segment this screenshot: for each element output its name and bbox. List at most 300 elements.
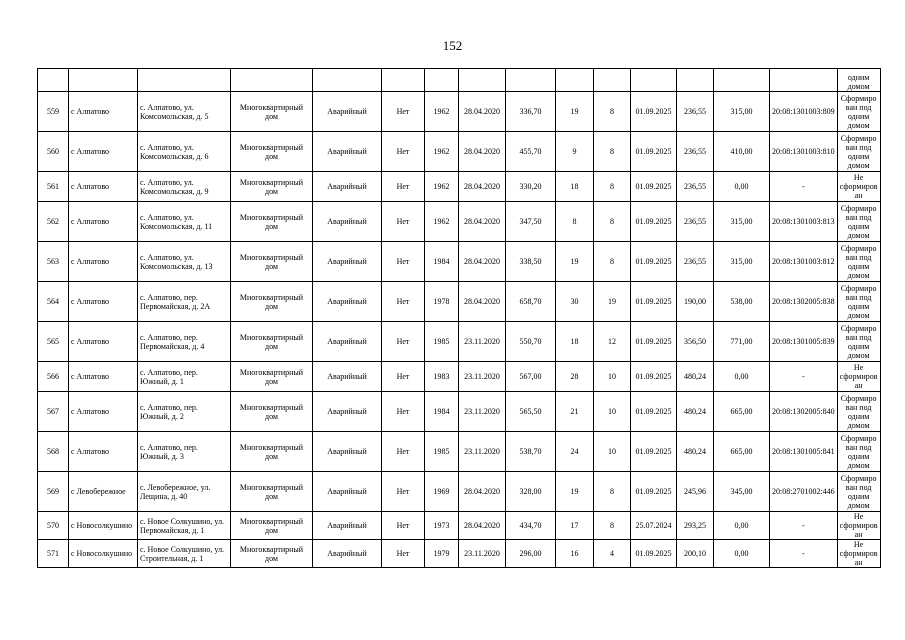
- cell-house-type: [231, 362, 313, 392]
- house-type-text: Многоквартирный дом: [239, 142, 304, 161]
- cell-house-type: [231, 512, 313, 540]
- cell-settlement: [69, 172, 138, 202]
- cell-flag: [382, 172, 425, 202]
- deadline-text: 01.09.2025: [635, 107, 672, 116]
- area-text: 347,50: [519, 217, 542, 226]
- cell-date-recognized: [459, 202, 506, 242]
- settlement-text: с Алпатово: [71, 372, 110, 381]
- cell-price: [677, 132, 714, 172]
- deadline-text: 01.09.2025: [635, 217, 672, 226]
- date-recognized-text: 23.11.2020: [464, 337, 500, 346]
- sum-text: 771,00: [730, 337, 753, 346]
- cell-year: [425, 202, 459, 242]
- year-text: 1962: [433, 182, 450, 191]
- row-number-text: 559: [47, 107, 59, 116]
- row-number-text: 570: [47, 521, 59, 530]
- cell-deadline: [631, 172, 677, 202]
- cell-apartments: [594, 392, 631, 432]
- deadline-text: 25.07.2024: [635, 521, 672, 530]
- residents-text: 19: [570, 487, 579, 496]
- cell-status: [313, 132, 382, 172]
- cell-flag: [382, 202, 425, 242]
- residents-text: 17: [570, 521, 579, 530]
- status-text: Аварийный: [327, 217, 367, 226]
- status-text: Аварийный: [327, 182, 367, 191]
- cell-year: [425, 242, 459, 282]
- year-text: 1973: [433, 521, 450, 530]
- cell-apartments: [594, 242, 631, 282]
- settlement-text: с Алпатово: [71, 182, 110, 191]
- cell-empty: [38, 69, 69, 92]
- cell-cadastral: [770, 132, 838, 172]
- house-type-text: Многоквартирный дом: [239, 332, 304, 351]
- deadline-text: 01.09.2025: [635, 182, 672, 191]
- address-text: с. Левобережное, ул. Лещина, д. 40: [140, 482, 211, 501]
- cell-price: [677, 362, 714, 392]
- year-text: 1969: [433, 487, 450, 496]
- cell-status: [313, 322, 382, 362]
- cell-address: [138, 432, 231, 472]
- cell-price: [677, 512, 714, 540]
- cell-status: [313, 540, 382, 568]
- house-type-text: Многоквартирный дом: [239, 544, 304, 563]
- cell-apartments: [594, 202, 631, 242]
- cell-price: [677, 172, 714, 202]
- table-row: [38, 322, 881, 362]
- apartments-text: 8: [610, 487, 614, 496]
- cell-sum: [714, 242, 770, 282]
- residents-text: 18: [570, 182, 579, 191]
- cell-house-type: [231, 172, 313, 202]
- settlement-text: с Алпатово: [71, 447, 110, 456]
- year-text: 1962: [433, 217, 450, 226]
- formation-text: Сформиро ван под одним домом: [840, 93, 877, 130]
- cell-status: [313, 472, 382, 512]
- page-number: 152: [442, 38, 463, 53]
- cell-cadastral: [770, 322, 838, 362]
- cell-residents: [556, 92, 594, 132]
- cell-area: [506, 92, 556, 132]
- area-text: 565,50: [519, 407, 542, 416]
- apartments-text: 10: [608, 407, 616, 416]
- cadastral-text: 20:08:1301003:813: [772, 217, 835, 226]
- formation-text: Не сформиров ан: [839, 173, 878, 200]
- cell-residents: [556, 282, 594, 322]
- settlement-text: с Алпатово: [71, 147, 110, 156]
- cell-sum: [714, 472, 770, 512]
- cell-address: [138, 202, 231, 242]
- flag-text: Нет: [396, 297, 410, 306]
- cell-area: [506, 512, 556, 540]
- price-text: 293,25: [684, 521, 706, 530]
- cadastral-text: 20:08:1302005:840: [772, 407, 835, 416]
- cell-address: [138, 512, 231, 540]
- apartments-text: 8: [610, 107, 614, 116]
- house-type-text: Многоквартирный дом: [239, 102, 304, 121]
- cell-year: [425, 282, 459, 322]
- deadline-text: 01.09.2025: [635, 487, 672, 496]
- cell-area: [506, 282, 556, 322]
- cadastral-text: 20:08:1301003:809: [772, 107, 835, 116]
- cell-date-recognized: [459, 242, 506, 282]
- flag-text: Нет: [396, 487, 410, 496]
- year-text: 1979: [433, 549, 450, 558]
- sum-text: 538,00: [730, 297, 753, 306]
- cell-house-type: [231, 242, 313, 282]
- cell-flag: [382, 512, 425, 540]
- formation-text: Сформиро ван под одним домом: [840, 283, 877, 320]
- formation-text: Не сформиров ан: [839, 540, 878, 567]
- cell-settlement: [69, 512, 138, 540]
- cell-empty: [677, 69, 714, 92]
- price-text: 480,24: [684, 372, 706, 381]
- cadastral-text: 20:08:1301005:839: [772, 337, 835, 346]
- cell-settlement: [69, 540, 138, 568]
- cell-house-type: [231, 282, 313, 322]
- house-type-text: Многоквартирный дом: [239, 252, 304, 271]
- cell-house-type: [231, 132, 313, 172]
- cell-status: [313, 512, 382, 540]
- cell-house-type: [231, 472, 313, 512]
- flag-text: Нет: [396, 147, 410, 156]
- cell-flag: [382, 392, 425, 432]
- area-text: 328,00: [519, 487, 542, 496]
- cell-settlement: [69, 432, 138, 472]
- row-number-text: 563: [47, 257, 59, 266]
- settlement-text: с Новосолкушино: [71, 549, 133, 558]
- apartments-text: 8: [610, 521, 614, 530]
- cell-status: [313, 242, 382, 282]
- cell-cadastral: [770, 172, 838, 202]
- flag-text: Нет: [396, 107, 410, 116]
- table-row: [38, 132, 881, 172]
- address-text: с. Алпатово, ул. Комсомольская, д. 11: [140, 212, 213, 231]
- address-text: с. Алпатово, ул. Комсомольская, д. 5: [140, 102, 209, 121]
- apartments-text: 8: [610, 182, 614, 191]
- cell-date-recognized: [459, 92, 506, 132]
- cell-apartments: [594, 282, 631, 322]
- cell-flag: [382, 92, 425, 132]
- cell-empty: [138, 69, 231, 92]
- flag-text: Нет: [396, 217, 410, 226]
- cell-area: [506, 322, 556, 362]
- address-text: с. Алпатово, пер. Южный, д. 3: [140, 442, 198, 461]
- status-text: Аварийный: [327, 407, 367, 416]
- cell-empty: [770, 69, 838, 92]
- apartments-text: 10: [608, 372, 616, 381]
- cell-cadastral: [770, 282, 838, 322]
- status-text: Аварийный: [327, 337, 367, 346]
- cell-residents: [556, 362, 594, 392]
- cell-flag: [382, 362, 425, 392]
- row-number-text: 569: [47, 487, 59, 496]
- date-recognized-text: 23.11.2020: [464, 372, 500, 381]
- deadline-text: 01.09.2025: [635, 407, 672, 416]
- cell-apartments: [594, 362, 631, 392]
- cell-row-number: [38, 92, 69, 132]
- year-text: 1984: [433, 257, 450, 266]
- cell-row-number: [38, 512, 69, 540]
- table-row: [38, 92, 881, 132]
- cell-formation: [837, 512, 880, 540]
- area-text: 296,00: [519, 549, 542, 558]
- deadline-text: 01.09.2025: [635, 297, 672, 306]
- price-text: 236,55: [684, 182, 706, 191]
- residents-text: 8: [572, 217, 577, 226]
- cell-flag: [382, 282, 425, 322]
- row-number-text: 568: [47, 447, 59, 456]
- status-text: Аварийный: [327, 487, 367, 496]
- cell-settlement: [69, 472, 138, 512]
- year-text: 1985: [433, 447, 450, 456]
- deadline-text: 01.09.2025: [635, 447, 672, 456]
- cell-formation: [837, 472, 880, 512]
- table-row: [38, 362, 881, 392]
- cell-address: [138, 540, 231, 568]
- cell-date-recognized: [459, 282, 506, 322]
- cell-year: [425, 322, 459, 362]
- cell-residents: [556, 242, 594, 282]
- cell-house-type: [231, 540, 313, 568]
- cell-year: [425, 92, 459, 132]
- cell-formation: [837, 92, 880, 132]
- area-text: 658,70: [519, 297, 542, 306]
- cadastral-text: 20:08:1302005:838: [772, 297, 835, 306]
- cell-year: [425, 540, 459, 568]
- cell-apartments: [594, 92, 631, 132]
- cell-row-number: [38, 432, 69, 472]
- address-text: с. Новое Солкушино, ул. Первомайская, д. 1: [140, 516, 225, 535]
- address-text: с. Алпатово, пер. Первомайская, д. 4: [140, 332, 205, 351]
- date-recognized-text: 28.04.2020: [464, 297, 500, 306]
- row-number-text: 562: [47, 217, 59, 226]
- cell-cadastral: [770, 432, 838, 472]
- cell-address: [138, 132, 231, 172]
- apartments-text: 8: [610, 257, 614, 266]
- formation-text: Не сформиров ан: [839, 512, 878, 539]
- date-recognized-text: 28.04.2020: [464, 182, 500, 191]
- year-text: 1984: [433, 407, 450, 416]
- apartments-text: 10: [608, 447, 616, 456]
- cell-apartments: [594, 472, 631, 512]
- cell-price: [677, 242, 714, 282]
- cell-apartments: [594, 512, 631, 540]
- apartments-text: 12: [608, 337, 616, 346]
- cell-residents: [556, 392, 594, 432]
- price-text: 200,10: [684, 549, 706, 558]
- cell-sum: [714, 202, 770, 242]
- house-type-text: Многоквартирный дом: [239, 212, 304, 231]
- cell-cadastral: [770, 392, 838, 432]
- year-text: 1962: [433, 107, 450, 116]
- cell-year: [425, 512, 459, 540]
- cell-empty: [556, 69, 594, 92]
- cell-deadline: [631, 322, 677, 362]
- cell-formation: [837, 392, 880, 432]
- cell-area: [506, 242, 556, 282]
- cell-residents: [556, 172, 594, 202]
- price-text: 236,55: [684, 147, 706, 156]
- formation-text: Сформиро ван под одним домом: [840, 473, 877, 510]
- settlement-text: с Левобережное: [71, 487, 126, 496]
- apartments-text: 8: [610, 217, 614, 226]
- date-recognized-text: 23.11.2020: [464, 447, 500, 456]
- cell-address: [138, 282, 231, 322]
- cadastral-text: -: [802, 549, 805, 558]
- cell-empty: [313, 69, 382, 92]
- status-text: Аварийный: [327, 549, 367, 558]
- sum-text: 0,00: [734, 521, 749, 530]
- flag-text: Нет: [396, 521, 410, 530]
- date-recognized-text: 28.04.2020: [464, 257, 500, 266]
- cadastral-text: 20:08:2701002:446: [772, 487, 835, 496]
- formation-text: Сформиро ван под одним домом: [840, 393, 877, 430]
- deadline-text: 01.09.2025: [635, 257, 672, 266]
- cell-date-recognized: [459, 172, 506, 202]
- date-recognized-text: 23.11.2020: [464, 407, 500, 416]
- cell-formation: [837, 432, 880, 472]
- cell-area: [506, 472, 556, 512]
- cell-date-recognized: [459, 540, 506, 568]
- cadastral-text: -: [802, 521, 805, 530]
- cell-formation: [837, 282, 880, 322]
- cell-empty: [631, 69, 677, 92]
- cell-sum: [714, 392, 770, 432]
- cell-residents: [556, 512, 594, 540]
- year-text: 1978: [433, 297, 450, 306]
- house-type-text: Многоквартирный дом: [239, 442, 304, 461]
- cell-house-type: [231, 432, 313, 472]
- cell-deadline: [631, 540, 677, 568]
- cell-area: [506, 362, 556, 392]
- cell-apartments: [594, 322, 631, 362]
- cell-row-number: [38, 282, 69, 322]
- cell-empty: [425, 69, 459, 92]
- cell-cadastral: [770, 362, 838, 392]
- table-body: [38, 69, 881, 568]
- flag-text: Нет: [396, 407, 410, 416]
- cell-status: [313, 392, 382, 432]
- flag-text: Нет: [396, 337, 410, 346]
- sum-text: 665,00: [730, 407, 753, 416]
- table-row: [38, 432, 881, 472]
- cell-status: [313, 282, 382, 322]
- cell-row-number: [38, 362, 69, 392]
- table-row: [38, 392, 881, 432]
- flag-text: Нет: [396, 549, 410, 558]
- flag-text: Нет: [396, 447, 410, 456]
- cell-settlement: [69, 202, 138, 242]
- status-text: Аварийный: [327, 521, 367, 530]
- row-number-text: 561: [47, 182, 59, 191]
- cell-empty: [69, 69, 138, 92]
- cell-year: [425, 362, 459, 392]
- residents-text: 19: [570, 257, 579, 266]
- apartments-text: 4: [610, 549, 614, 558]
- row-number-text: 560: [47, 147, 59, 156]
- table-row-continuation: [38, 69, 881, 92]
- settlement-text: с Алпатово: [71, 257, 110, 266]
- cell-year: [425, 132, 459, 172]
- cell-house-type: [231, 322, 313, 362]
- cadastral-text: 20:08:1301003:812: [772, 257, 835, 266]
- year-text: 1985: [433, 337, 450, 346]
- deadline-text: 01.09.2025: [635, 337, 672, 346]
- date-recognized-text: 28.04.2020: [464, 107, 500, 116]
- residents-text: 9: [572, 147, 577, 156]
- row-number-text: 565: [47, 337, 59, 346]
- table-row: [38, 472, 881, 512]
- settlement-text: с Алпатово: [71, 407, 110, 416]
- cell-deadline: [631, 282, 677, 322]
- cell-year: [425, 472, 459, 512]
- price-text: 190,00: [684, 297, 706, 306]
- cell-flag: [382, 132, 425, 172]
- cadastral-text: -: [802, 182, 805, 191]
- price-text: 236,55: [684, 217, 706, 226]
- cell-sum: [714, 132, 770, 172]
- cell-address: [138, 472, 231, 512]
- status-text: Аварийный: [327, 297, 367, 306]
- cell-row-number: [38, 202, 69, 242]
- table-row: [38, 540, 881, 568]
- cadastral-text: 20:08:1301005:841: [772, 447, 835, 456]
- cell-deadline: [631, 132, 677, 172]
- formation-text: Сформиро ван под одним домом: [840, 433, 877, 470]
- house-type-text: Многоквартирный дом: [239, 482, 304, 501]
- cell-formation: [837, 322, 880, 362]
- cell-cadastral: [770, 202, 838, 242]
- cell-row-number: [38, 472, 69, 512]
- cell-sum: [714, 322, 770, 362]
- address-text: с. Алпатово, ул. Комсомольская, д. 13: [140, 252, 213, 271]
- cell-date-recognized: [459, 132, 506, 172]
- cell-formation: [837, 132, 880, 172]
- table-row: [38, 512, 881, 540]
- row-number-text: 567: [47, 407, 59, 416]
- cell-cadastral: [770, 472, 838, 512]
- cell-price: [677, 282, 714, 322]
- area-text: 550,70: [519, 337, 542, 346]
- row-number-text: 571: [47, 549, 59, 558]
- cell-settlement: [69, 362, 138, 392]
- cell-sum: [714, 282, 770, 322]
- cell-row-number: [38, 322, 69, 362]
- residents-text: 16: [570, 549, 579, 558]
- cell-formation: [837, 202, 880, 242]
- cell-residents: [556, 132, 594, 172]
- row-number-text: 566: [47, 372, 59, 381]
- cell-sum: [714, 432, 770, 472]
- cell-deadline: [631, 392, 677, 432]
- deadline-text: 01.09.2025: [635, 549, 672, 558]
- cell-area: [506, 432, 556, 472]
- cell-status: [313, 172, 382, 202]
- cell-sum: [714, 172, 770, 202]
- table-row: [38, 242, 881, 282]
- formation-text: Сформиро ван под одним домом: [840, 323, 877, 360]
- cadastral-text: -: [802, 372, 805, 381]
- cell-date-recognized: [459, 362, 506, 392]
- cell-date-recognized: [459, 472, 506, 512]
- cell-address: [138, 362, 231, 392]
- cell-deadline: [631, 242, 677, 282]
- formation-text: Сформиро ван под одним домом: [840, 203, 877, 240]
- address-text: с. Алпатово, пер. Южный, д. 2: [140, 402, 198, 421]
- sum-text: 315,00: [730, 217, 753, 226]
- cell-deadline: [631, 362, 677, 392]
- residents-text: 28: [570, 372, 579, 381]
